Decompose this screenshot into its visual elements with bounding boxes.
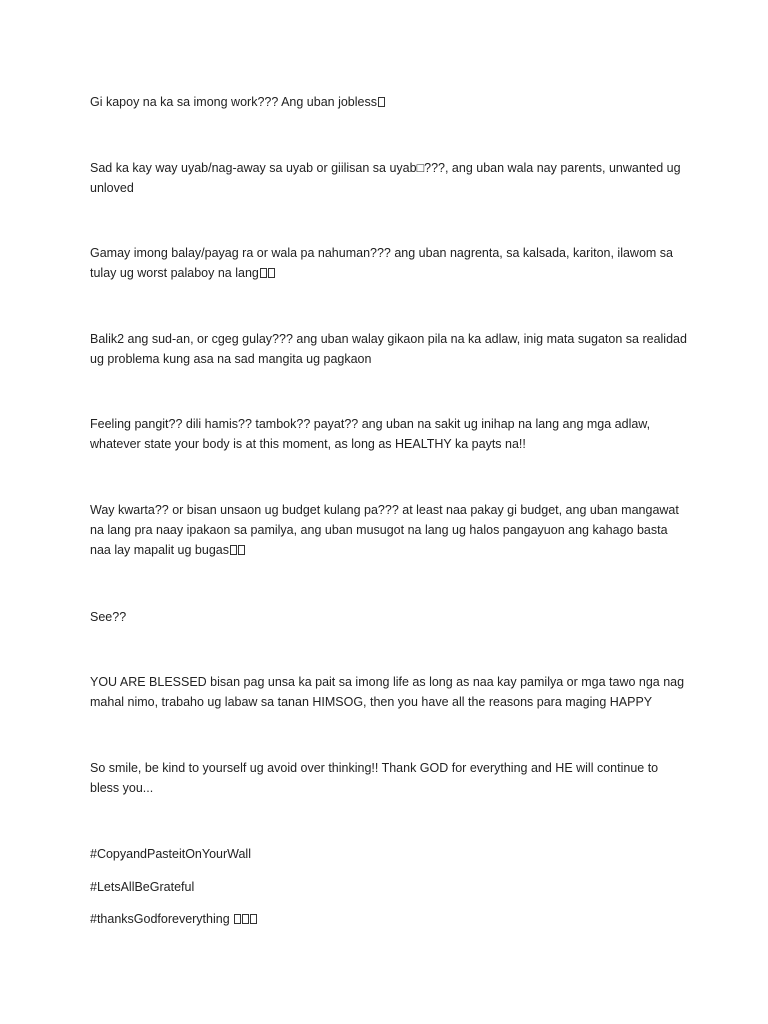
paragraph-feeling: Feeling pangit?? dili hamis?? tambok?? payat?? ang uban na sakit ug inihap na lang ang mga adlaw, whatever state your body is at this moment, as long as HEALTHY ka payts na!! xyxy=(90,417,651,451)
missing-glyph-icon xyxy=(234,914,241,924)
paragraph-sud-an: Balik2 ang sud-an, or cgeg gulay??? ang uban walay gikaon pila na ka adlaw, inig mata sugaton sa realidad ug problema kung asa na sad mangita ug pagkaon xyxy=(90,332,687,366)
missing-glyph-icon xyxy=(250,914,257,924)
paragraph-see: See?? xyxy=(90,610,127,624)
hashtag-grateful: #LetsAllBeGrateful xyxy=(90,880,195,894)
paragraph-blessed: YOU ARE BLESSED bisan pag unsa ka pait sa imong life as long as naa kay pamilya or mga tawo nga nag mahal nimo, trabaho ug labaw sa tanan HIMSOG, then you have all the reasons para maging HAPPY xyxy=(90,675,685,709)
missing-glyph-icon xyxy=(230,545,237,555)
missing-glyph-icon xyxy=(378,97,385,107)
hashtag-copy-paste: #CopyandPasteitOnYourWall xyxy=(90,847,251,861)
missing-glyph-icon xyxy=(260,268,267,278)
missing-glyph-icon xyxy=(238,545,245,555)
hashtag-thanks-god: #thanksGodforeverything xyxy=(90,909,690,929)
paragraph-uyab: Sad ka kay way uyab/nag-away sa uyab or giilisan sa uyab□???, ang uban wala nay parents, unwanted ug unloved xyxy=(90,161,681,195)
missing-glyph-icon xyxy=(242,914,249,924)
paragraph-kwarta: Way kwarta?? or bisan unsaon ug budget kulang pa??? at least naa pakay gi budget, ang uban mangawat na lang pra naay ipakaon sa pamilya, ang uban musugot na lang ug halos pangayuon ang kahago basta naa lay mapalit ug bugas xyxy=(90,503,679,557)
paragraph-balay: Gamay imong balay/payag ra or wala pa nahuman??? ang uban nagrenta, sa kalsada, kariton, ilawom sa tulay ug worst palaboy na lang xyxy=(90,246,673,280)
paragraph-work: Gi kapoy na ka sa imong work??? Ang uban jobless xyxy=(90,92,690,112)
paragraph-smile: So smile, be kind to yourself ug avoid over thinking!! Thank GOD for everything and HE will continue to bless you... xyxy=(90,761,659,795)
missing-glyph-icon xyxy=(268,268,275,278)
